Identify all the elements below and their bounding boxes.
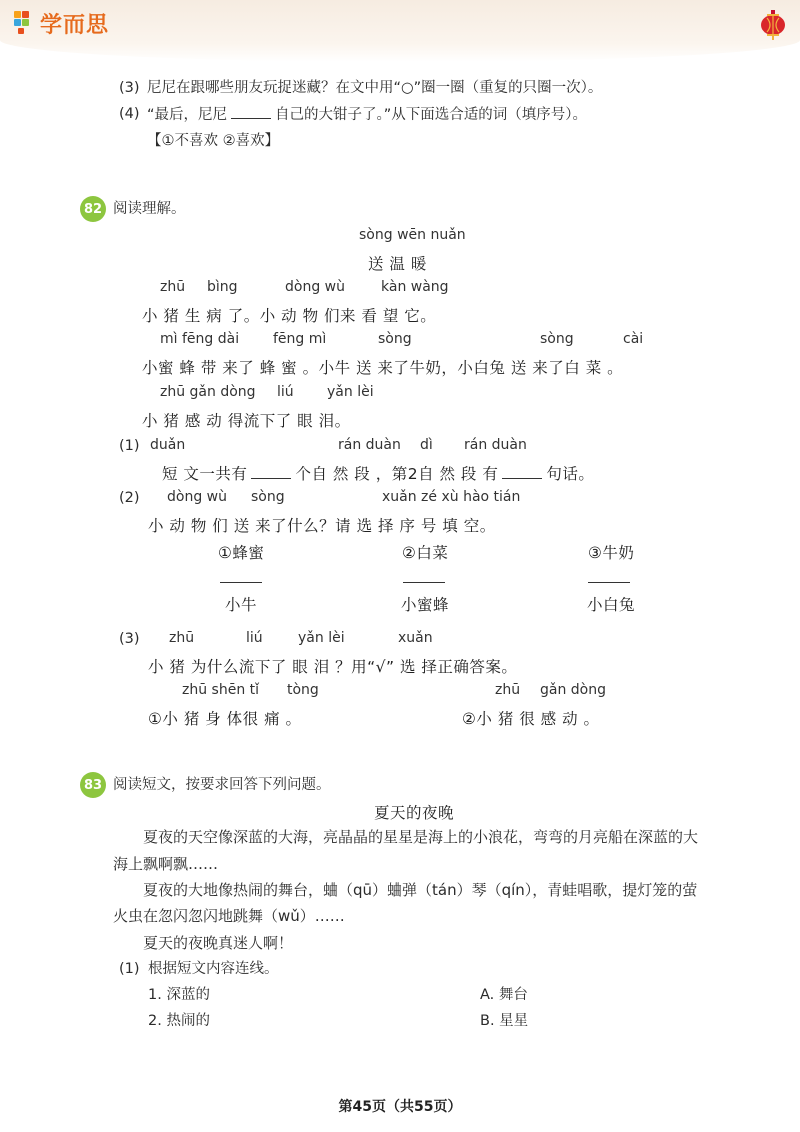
passage-line: 夏夜的天空像深蓝的大海，亮晶晶的星星是海上的小浪花，弯弯的月亮船在深蓝的大 bbox=[143, 828, 699, 846]
answer-blank[interactable] bbox=[231, 104, 271, 119]
prev-q4-options: 【①不喜欢 ②喜欢】 bbox=[147, 133, 280, 149]
pinyin: dòng wù bbox=[167, 489, 227, 505]
pinyin: duǎn bbox=[150, 437, 186, 453]
answer-option[interactable]: ①小 猪 身 体很 痛 。 bbox=[148, 710, 302, 728]
option-item: ②白菜 bbox=[402, 544, 449, 562]
pinyin: gǎn dòng bbox=[540, 682, 607, 698]
prev-q4-text: “最后，尼尼 自己的大钳子了。”从下面选合适的词（填序号）。 bbox=[147, 104, 587, 125]
q82-title: 送 温 暖 bbox=[368, 255, 427, 273]
match-right-item[interactable]: A. 舞台 bbox=[480, 987, 528, 1003]
pinyin: zhū bbox=[160, 279, 186, 295]
option-item: ①蜂蜜 bbox=[218, 544, 265, 562]
pinyin: bìng bbox=[207, 279, 238, 295]
sub3-question: 小 猪 为什么流下了 眼 泪 ？用“√” 选 择正确答案。 bbox=[148, 658, 518, 676]
pinyin: zhū bbox=[495, 682, 521, 698]
pinyin: yǎn lèi bbox=[298, 630, 345, 646]
passage-line: 夏天的夜晚真迷人啊！ bbox=[143, 934, 294, 952]
q82-title-pinyin: sòng wēn nuǎn bbox=[359, 227, 466, 243]
page-number: 第45页（共55页） bbox=[338, 1099, 462, 1115]
pinyin: fēng mì bbox=[273, 331, 327, 347]
pinyin: zhū bbox=[169, 630, 195, 646]
pinyin: mì fēng dài bbox=[160, 331, 240, 347]
passage-line: 小 猪 感 动 得流下了 眼 泪。 bbox=[142, 412, 351, 430]
pinyin: sòng bbox=[251, 489, 285, 505]
answer-blank[interactable] bbox=[403, 582, 445, 583]
pinyin: yǎn lèi bbox=[327, 384, 374, 400]
pinyin: liú bbox=[246, 630, 263, 646]
answer-blank[interactable] bbox=[220, 582, 262, 583]
sub-question-number: (3) bbox=[119, 631, 140, 647]
logo-mark-icon bbox=[14, 11, 36, 37]
pinyin: dì bbox=[420, 437, 433, 453]
animal-label: 小白兔 bbox=[587, 596, 636, 614]
answer-blank[interactable] bbox=[502, 464, 542, 479]
passage-line: 火虫在忽闪忽闪地跳舞（wǔ）…… bbox=[113, 907, 345, 925]
sub-question-number: (1) bbox=[119, 438, 140, 454]
prev-q4-number: (4) bbox=[119, 106, 140, 122]
q83-title: 夏天的夜晚 bbox=[374, 804, 455, 822]
pinyin: xuǎn bbox=[398, 630, 433, 646]
pinyin: xuǎn zé xù hào tián bbox=[382, 489, 521, 505]
question-number-badge: 83 bbox=[80, 772, 106, 798]
pinyin: rán duàn bbox=[338, 437, 401, 453]
passage-line: 夏夜的大地像热闹的舞台，蛐（qū）蛐弹（tán）琴（qín），青蛙唱歌，提灯笼的萤 bbox=[143, 881, 698, 899]
q82-instruction: 阅读理解。 bbox=[113, 201, 186, 217]
pinyin: liú bbox=[277, 384, 294, 400]
brand-logo bbox=[14, 8, 109, 39]
answer-blank[interactable] bbox=[251, 464, 291, 479]
lantern-icon bbox=[760, 10, 786, 40]
pinyin: zhū gǎn dòng bbox=[160, 384, 256, 400]
sub1-question: 根据短文内容连线。 bbox=[148, 961, 279, 977]
passage-line: 小 猪 生 病 了。小 动 物 们来 看 望 它。 bbox=[142, 307, 437, 325]
prev-q3-text: 尼尼在跟哪些朋友玩捉迷藏？在文中用“○”圈一圈（重复的只圈一次）。 bbox=[147, 80, 603, 96]
pinyin: dòng wù bbox=[285, 279, 345, 295]
q83-instruction: 阅读短文，按要求回答下列问题。 bbox=[113, 777, 331, 793]
sub2-question: 小 动 物 们 送 来了什么？请 选 择 序 号 填 空。 bbox=[148, 517, 496, 535]
pinyin: rán duàn bbox=[464, 437, 527, 453]
pinyin: tòng bbox=[287, 682, 319, 698]
question-number-badge: 82 bbox=[80, 196, 106, 222]
match-right-item[interactable]: B. 星星 bbox=[480, 1013, 529, 1029]
match-left-item[interactable]: 1. 深蓝的 bbox=[148, 987, 210, 1003]
option-item: ③牛奶 bbox=[588, 544, 635, 562]
page-header bbox=[0, 0, 800, 62]
pinyin: sòng bbox=[378, 331, 412, 347]
prev-q3-number: (3) bbox=[119, 80, 140, 96]
sub-question-number: (1) bbox=[119, 961, 140, 977]
sub1-question: 短 文一共有 个自 然 段 ，第2自 然 段 有 句话。 bbox=[162, 465, 595, 483]
answer-blank[interactable] bbox=[588, 582, 630, 583]
pinyin: zhū shēn tǐ bbox=[182, 682, 260, 698]
pinyin: sòng bbox=[540, 331, 574, 347]
animal-label: 小牛 bbox=[225, 596, 258, 614]
match-left-item[interactable]: 2. 热闹的 bbox=[148, 1013, 210, 1029]
pinyin: kàn wàng bbox=[381, 279, 449, 295]
brand-name: 学而思 bbox=[40, 13, 110, 38]
answer-option[interactable]: ②小 猪 很 感 动 。 bbox=[462, 710, 600, 728]
pinyin: cài bbox=[623, 331, 644, 347]
sub-question-number: (2) bbox=[119, 490, 140, 506]
passage-line: 海上飘啊飘…… bbox=[113, 855, 219, 873]
animal-label: 小蜜蜂 bbox=[401, 596, 450, 614]
passage-line: 小蜜 蜂 带 来了 蜂 蜜 。小牛 送 来了牛奶，小白兔 送 来了白 菜 。 bbox=[142, 359, 624, 377]
